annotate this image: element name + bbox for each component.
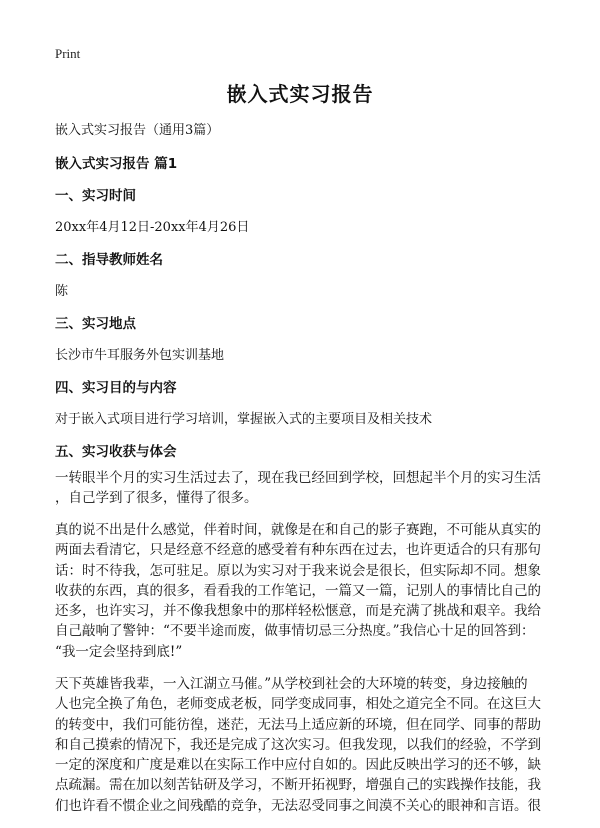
paragraph-line: 话：时不待我，怎可驻足。原以为实习对于我来说会是很长，但实际却不同。想象 — [55, 562, 541, 579]
paragraph-line: 自己敲响了警钟：“不要半途而废，做事情切忌三分热度。”我信心十足的回答到： — [55, 623, 535, 640]
section-title: 嵌入式实习报告 篇1 — [55, 156, 178, 172]
value-instructor-name: 陈 — [55, 284, 69, 299]
paragraph-line: 两面去看清它，只是经意不经意的感受着有种东西在过去，也许更适合的只有那句 — [55, 542, 541, 559]
body-paragraph — [55, 674, 552, 816]
document-title: 嵌入式实习报告 — [226, 82, 374, 106]
paragraph-line: 人也完全换了角色，老师变成老板，同学变成同事，相处之道完全不同。在这巨大 — [55, 696, 541, 713]
paragraph-line: 一转眼半个月的实习生活过去了，现在我已经回到学校，回想起半个月的实习生活 — [55, 470, 541, 486]
value-purpose-content: 对于嵌入式项目进行学习培训，掌握嵌入式的主要项目及相关技术 — [55, 412, 433, 427]
paragraph-line: 点疏漏。需在加以刻苦钻研及学习，不断开拓视野，增强自己的实践操作技能，我 — [55, 777, 541, 794]
paragraph-line: 和自己摸索的情况下，我还是完成了这次实习。但我发现，以我们的经验，不学到 — [55, 736, 541, 753]
heading-gains-reflections: 五、实习收获与体会 — [55, 444, 177, 460]
paragraph-line: ，自己学到了很多，懂得了很多。 — [55, 490, 258, 507]
print-link[interactable]: Print — [55, 46, 81, 61]
heading-purpose-content: 四、实习目的与内容 — [55, 380, 177, 396]
document-subtitle: 嵌入式实习报告（通用3篇） — [55, 123, 220, 138]
body-paragraph — [55, 468, 552, 509]
paragraph-line: 们也许看不惯企业之间残酷的竞争，无法忍受同事之间漠不关心的眼神和言语。很 — [55, 797, 541, 814]
paragraph-line: 天下英雄皆我辈，一入江湖立马催。”从学校到社会的大环境的转变，身边接触的 — [55, 676, 528, 692]
value-internship-location: 长沙市牛耳服务外包实训基地 — [55, 348, 225, 363]
heading-internship-time: 一、实习时间 — [55, 188, 136, 204]
body-paragraph — [55, 520, 552, 662]
value-internship-time: 20xx年4月12日-20xx年4月26日 — [55, 220, 250, 235]
paragraph-line: 一定的深度和广度是难以在实际工作中应付自如的。因此反映出学习的还不够，缺 — [55, 757, 541, 774]
paragraph-line: 真的说不出是什么感觉，伴着时间，就像是在和自己的影子赛跑，不可能从真实的 — [55, 522, 541, 538]
heading-internship-location: 三、实习地点 — [55, 316, 136, 332]
paragraph-line: 还多，也许实习，并不像我想象中的那样轻松惬意，而是充满了挑战和艰辛。我给 — [55, 603, 541, 620]
paragraph-line: “我一定会坚持到底!” — [55, 643, 183, 660]
paragraph-line: 收获的东西，真的很多，看看我的工作笔记，一篇又一篇，记别人的事情比自己的 — [55, 582, 541, 599]
heading-instructor-name: 二、指导教师姓名 — [55, 252, 163, 268]
paragraph-line: 的转变中，我们可能彷徨，迷茫，无法马上适应新的环境，但在同学、同事的帮助 — [55, 716, 541, 733]
